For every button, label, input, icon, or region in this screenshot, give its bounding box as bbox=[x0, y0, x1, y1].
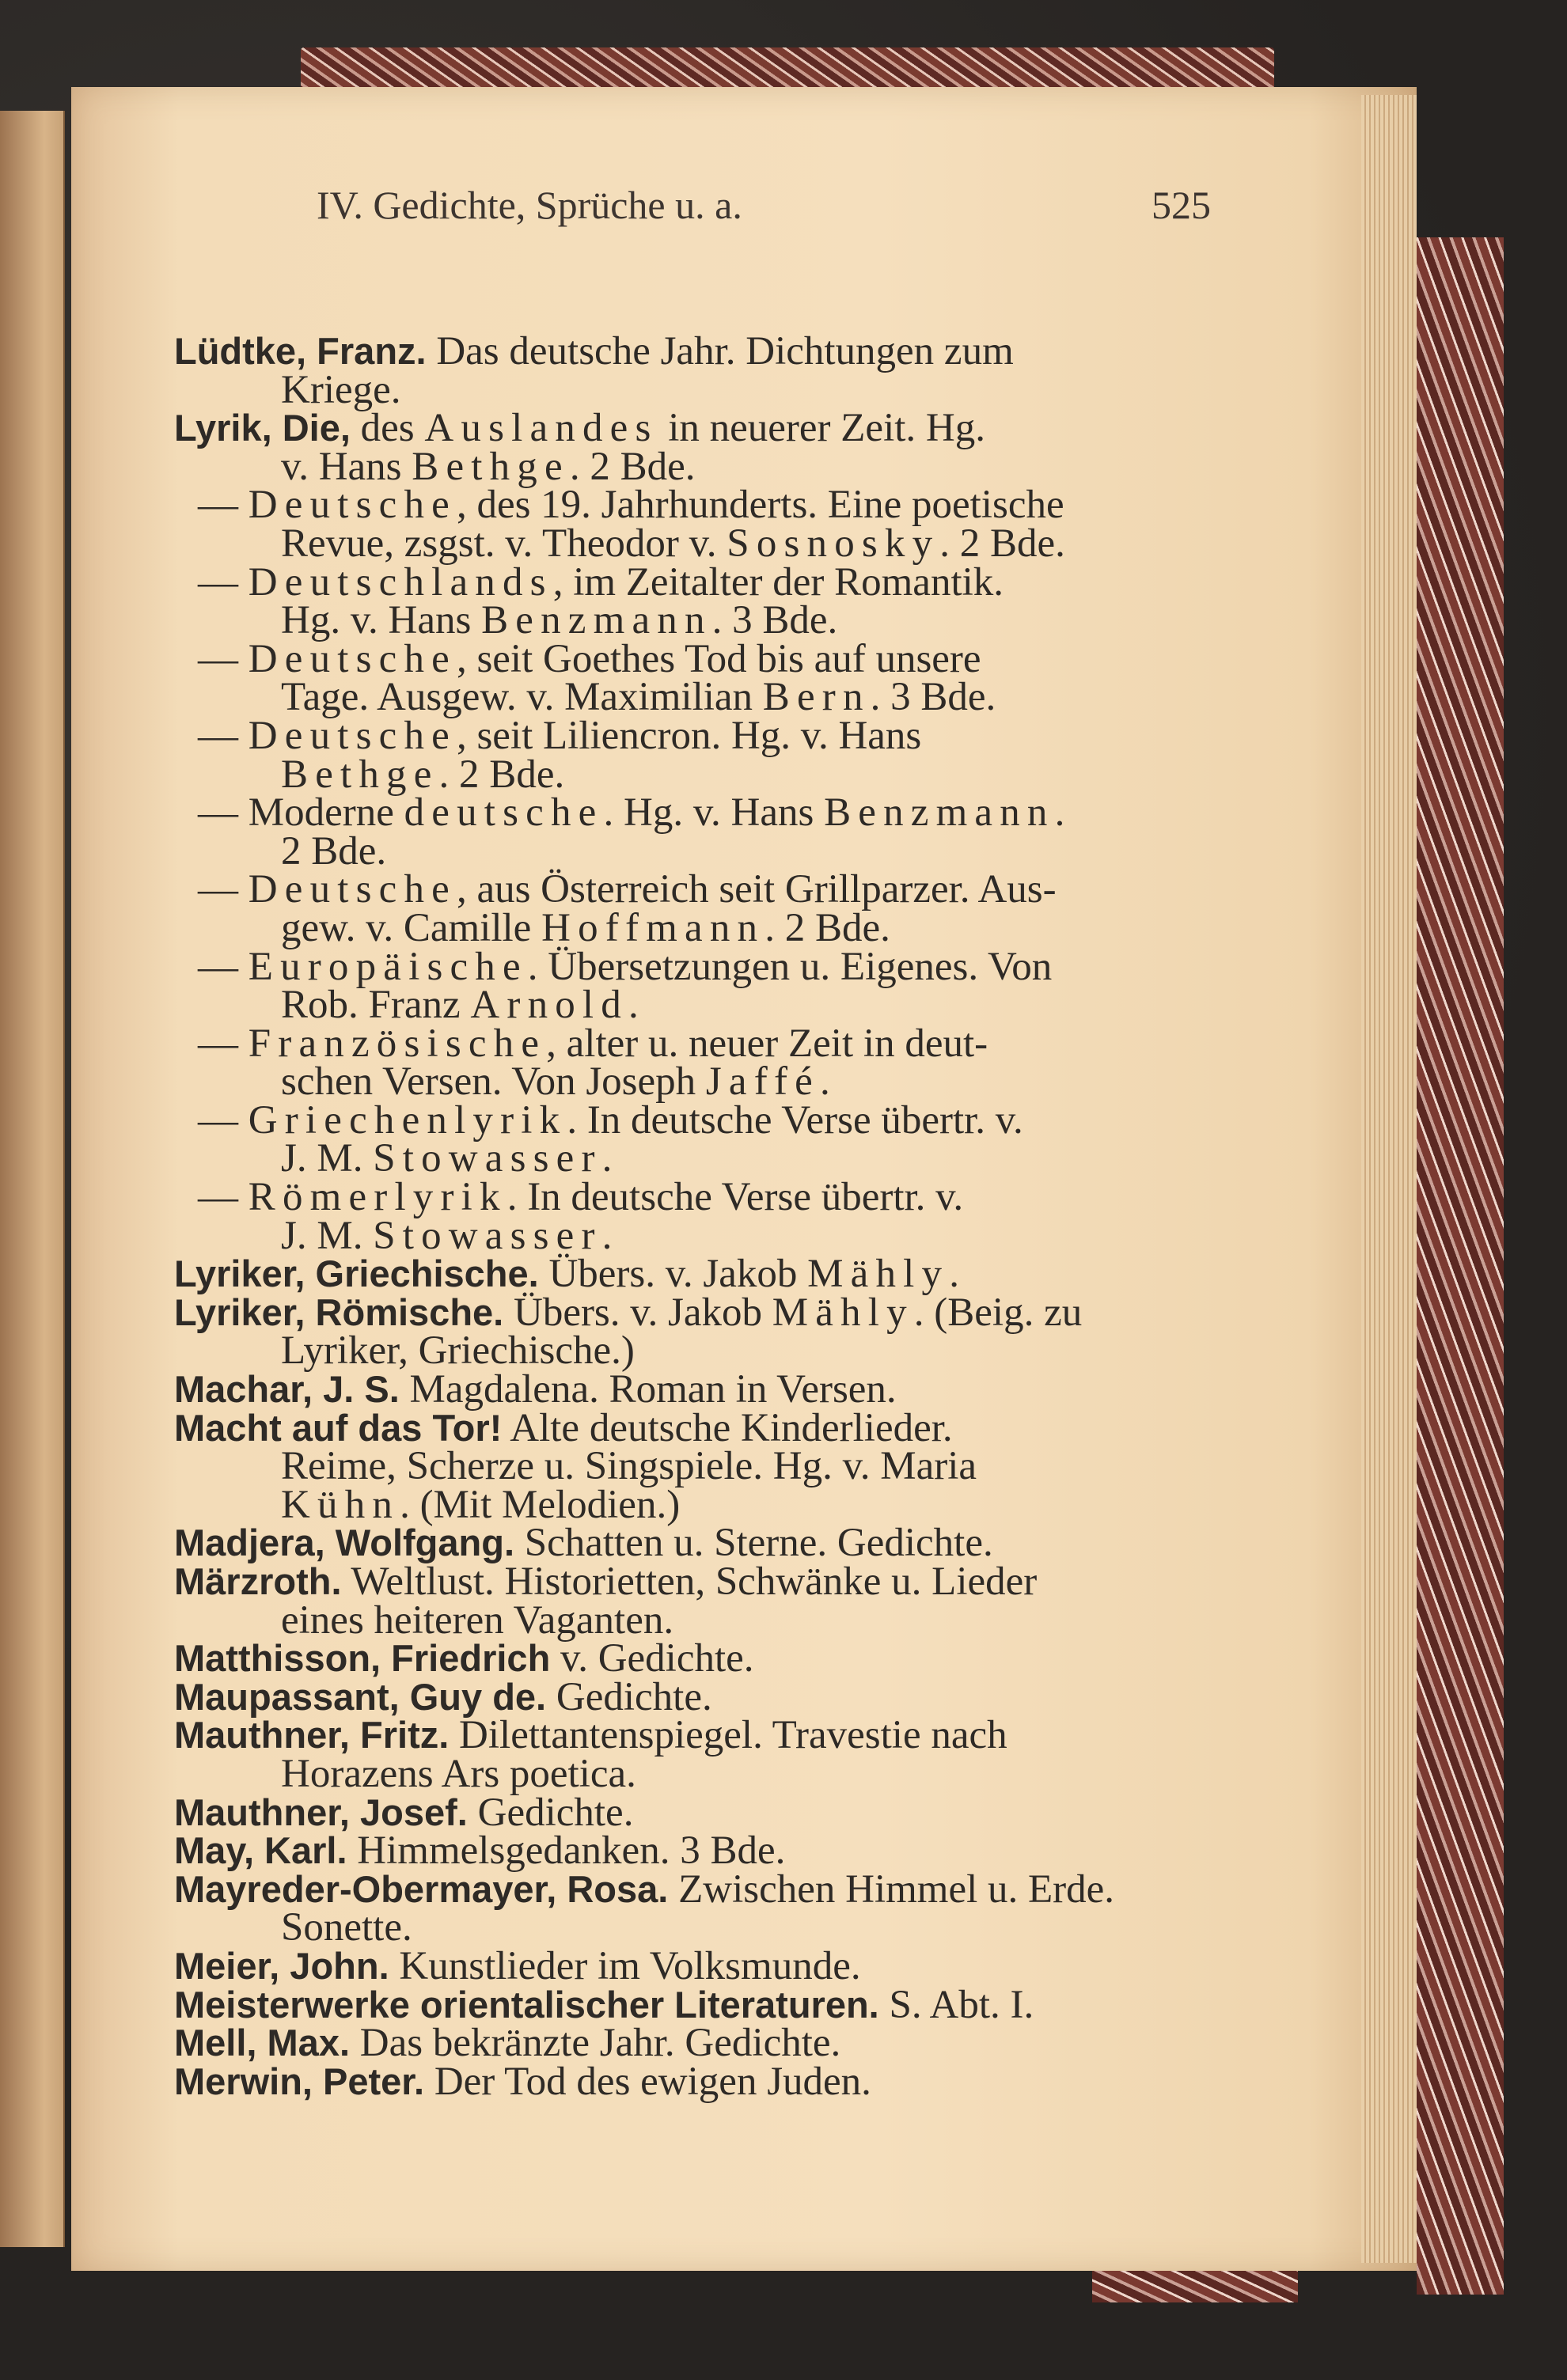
entry-first-line bbox=[174, 1560, 1235, 1604]
bibliography-entry bbox=[174, 1021, 1235, 1105]
entry-text: . (Beig. zu bbox=[913, 1290, 1083, 1335]
spaced-name: Arnold bbox=[470, 983, 628, 1028]
entry-first-line bbox=[174, 1021, 1235, 1066]
entry-text: Schatten u. Sterne. Gedichte. bbox=[514, 1521, 993, 1566]
entry-first-line bbox=[174, 713, 1235, 758]
entry-first-line bbox=[174, 1790, 1235, 1835]
spaced-name: Mähly bbox=[807, 1252, 950, 1297]
entry-text: , seit Liliencron. Hg. v. Hans bbox=[456, 713, 922, 758]
entry-text: J. M. bbox=[281, 1136, 374, 1181]
entry-heading: Macht auf das Tor! bbox=[174, 1406, 503, 1449]
spaced-name: Benzmann bbox=[824, 790, 1055, 836]
bibliography-entry bbox=[174, 2021, 1235, 2066]
bibliography-list bbox=[174, 329, 1235, 2104]
bibliography-entry bbox=[174, 1097, 1235, 1181]
entry-text: in neuerer Zeit. Hg. bbox=[658, 406, 985, 451]
entry-continuation-line bbox=[174, 1444, 1235, 1489]
entry-text: . 2 Bde. bbox=[939, 521, 1065, 566]
entry-text: . Hg. v. Hans bbox=[603, 790, 825, 836]
entry-heading: Mell, Max. bbox=[174, 2022, 351, 2064]
bibliography-entry bbox=[174, 2059, 1235, 2104]
entry-first-line bbox=[174, 1636, 1235, 1681]
entry-text: Weltlust. Historietten, Schwänke u. Lieder bbox=[341, 1560, 1038, 1604]
entry-text: Das deutsche Jahr. Dichtungen zum bbox=[426, 329, 1014, 373]
entry-text: . 2 Bde. bbox=[569, 444, 696, 489]
entry-text: Zwischen Himmel u. Erde. bbox=[668, 1866, 1115, 1912]
page-edges bbox=[1361, 95, 1417, 2263]
entry-first-line bbox=[174, 944, 1235, 989]
entry-text: Gedichte. bbox=[467, 1790, 634, 1835]
bibliography-entry bbox=[174, 1790, 1235, 1835]
entry-continuation-line bbox=[174, 1059, 1235, 1105]
entry-text: Dilettantenspiegel. Travestie nach bbox=[449, 1713, 1007, 1758]
entry-first-line bbox=[174, 1097, 1235, 1143]
entry-text: . Übersetzungen u. Eigenes. Von bbox=[527, 944, 1053, 989]
repeat-dash: — bbox=[198, 944, 249, 989]
entry-continuation-line bbox=[174, 752, 1235, 797]
bibliography-entry bbox=[174, 790, 1235, 874]
entry-text: Moderne bbox=[248, 790, 404, 836]
entry-continuation-line bbox=[174, 1482, 1235, 1527]
spaced-name: Sosnosky bbox=[727, 521, 940, 566]
entry-text: Sonette. bbox=[281, 1905, 412, 1950]
entry-heading: Meisterwerke orientalischer Literaturen. bbox=[174, 1983, 879, 2026]
entry-text: Alte deutsche Kinderlieder. bbox=[502, 1405, 953, 1450]
entry-continuation-line bbox=[174, 905, 1235, 950]
entry-text: , aus Österreich seit Grillparzer. Aus- bbox=[456, 867, 1057, 912]
bibliography-entry bbox=[174, 1367, 1235, 1412]
spaced-name: Römerlyrik bbox=[248, 1175, 507, 1220]
repeat-dash: — bbox=[198, 713, 249, 758]
bibliography-entry bbox=[174, 1713, 1235, 1796]
entry-text: Kriege. bbox=[281, 367, 401, 412]
entry-first-line bbox=[174, 1175, 1235, 1220]
entry-heading: May, Karl. bbox=[174, 1829, 347, 1872]
entry-continuation-line bbox=[174, 1597, 1235, 1643]
entry-first-line bbox=[174, 1367, 1235, 1412]
spaced-name: Hoffmann bbox=[541, 905, 765, 950]
entry-text: v. Hans bbox=[281, 444, 412, 489]
entry-continuation-line bbox=[174, 1136, 1235, 1181]
entry-text: , alter u. neuer Zeit in deut- bbox=[546, 1021, 988, 1066]
entry-text: . bbox=[601, 1213, 613, 1258]
spaced-name: Deutsche bbox=[248, 867, 457, 912]
entry-text: . bbox=[949, 1252, 959, 1297]
repeat-dash: — bbox=[198, 1021, 249, 1066]
entry-first-line bbox=[174, 329, 1235, 373]
bibliography-entry bbox=[174, 329, 1235, 412]
facing-page-edge bbox=[0, 111, 65, 2247]
bibliography-entry bbox=[174, 1866, 1235, 1950]
entry-first-line bbox=[174, 636, 1235, 681]
entry-heading: Mauthner, Fritz. bbox=[174, 1714, 450, 1757]
entry-continuation-line bbox=[174, 828, 1235, 874]
bibliography-entry bbox=[174, 559, 1235, 643]
entry-text: . bbox=[819, 1059, 830, 1105]
bibliography-entry bbox=[174, 1829, 1235, 1874]
entry-first-line bbox=[174, 2059, 1235, 2104]
entry-heading: Matthisson, Friedrich bbox=[174, 1637, 551, 1680]
entry-text: Tage. Ausgew. v. Maximilian bbox=[281, 675, 763, 720]
entry-first-line bbox=[174, 1982, 1235, 2027]
entry-text: , des 19. Jahrhunderts. Eine poetische bbox=[456, 483, 1064, 528]
entry-first-line bbox=[174, 1943, 1235, 1988]
entry-text: gew. v. Camille bbox=[281, 905, 542, 950]
entry-first-line bbox=[174, 2021, 1235, 2066]
entry-text: v. Gedichte. bbox=[550, 1636, 754, 1681]
page-number: 525 bbox=[1152, 183, 1211, 227]
entry-text: . bbox=[601, 1136, 613, 1181]
entry-text: schen Versen. Von Joseph bbox=[281, 1059, 706, 1105]
entry-continuation-line bbox=[174, 598, 1235, 643]
entry-continuation-line bbox=[174, 1751, 1235, 1796]
entry-text: Kunstlieder im Volksmunde. bbox=[389, 1943, 861, 1988]
entry-text: 2 Bde. bbox=[281, 828, 387, 874]
entry-text: S. Abt. I. bbox=[878, 1982, 1034, 2027]
entry-text: Übers. v. Jakob bbox=[503, 1290, 772, 1335]
entry-heading: Mayreder-Obermayer, Rosa. bbox=[174, 1867, 669, 1910]
entry-text: J. M. bbox=[281, 1213, 374, 1258]
entry-text: . In deutsche Verse übertr. v. bbox=[567, 1097, 1023, 1143]
entry-first-line bbox=[174, 1674, 1235, 1719]
spaced-name: deutsche bbox=[404, 790, 604, 836]
entry-heading: Lyriker, Griechische. bbox=[174, 1253, 539, 1295]
entry-continuation-line bbox=[174, 444, 1235, 489]
bibliography-entry bbox=[174, 1636, 1235, 1681]
spaced-name: Deutsche bbox=[248, 713, 457, 758]
spaced-name: Stowasser bbox=[373, 1213, 602, 1258]
spaced-name: Benzmann bbox=[481, 598, 712, 643]
entry-heading: Mauthner, Josef. bbox=[174, 1791, 468, 1833]
entry-heading: Machar, J. S. bbox=[174, 1368, 400, 1411]
bibliography-entry bbox=[174, 1982, 1235, 2027]
spaced-name: Jaffé bbox=[705, 1059, 820, 1105]
entry-text: , seit Goethes Tod bis auf unsere bbox=[456, 636, 981, 681]
entry-first-line bbox=[174, 867, 1235, 912]
bibliography-entry bbox=[174, 406, 1235, 489]
entry-first-line bbox=[174, 483, 1235, 528]
spaced-name: Mähly bbox=[772, 1290, 914, 1335]
repeat-dash: — bbox=[198, 1175, 249, 1220]
entry-first-line bbox=[174, 1252, 1235, 1297]
bibliography-entry bbox=[174, 1560, 1235, 1643]
running-header bbox=[317, 182, 1211, 228]
spaced-name: Bethge bbox=[412, 444, 570, 489]
entry-first-line bbox=[174, 790, 1235, 836]
entry-text: . bbox=[1054, 790, 1065, 836]
bibliography-entry bbox=[174, 1175, 1235, 1258]
entry-text: . 3 Bde. bbox=[870, 675, 996, 720]
entry-text: Reime, Scherze u. Singspiele. Hg. v. Maria bbox=[281, 1444, 977, 1489]
bibliography-entry bbox=[174, 483, 1235, 566]
bibliography-entry bbox=[174, 1252, 1235, 1297]
spaced-name: Deutsche bbox=[248, 483, 457, 528]
spaced-name: Bern bbox=[762, 675, 871, 720]
repeat-dash: — bbox=[198, 559, 249, 604]
entry-heading: Lüdtke, Franz. bbox=[174, 330, 427, 372]
entry-heading: Merwin, Peter. bbox=[174, 2060, 425, 2102]
entry-continuation-line bbox=[174, 1328, 1235, 1374]
spaced-name: Deutsche bbox=[248, 636, 457, 681]
entry-first-line bbox=[174, 1713, 1235, 1758]
entry-first-line bbox=[174, 1829, 1235, 1874]
header-title: IV. Gedichte, Sprüche u. a. bbox=[317, 183, 742, 227]
bibliography-entry bbox=[174, 1405, 1235, 1527]
entry-heading: Lyriker, Römische. bbox=[174, 1290, 504, 1333]
entry-text: Gedichte. bbox=[546, 1674, 712, 1719]
entry-text: , im Zeitalter der Romantik. bbox=[552, 559, 1004, 604]
entry-first-line bbox=[174, 406, 1235, 451]
entry-text: eines heiteren Vaganten. bbox=[281, 1597, 674, 1643]
entry-first-line bbox=[174, 1405, 1235, 1450]
entry-text: . 2 Bde. bbox=[765, 905, 890, 950]
entry-continuation-line bbox=[174, 983, 1235, 1028]
entry-text: . 2 Bde. bbox=[438, 752, 565, 797]
spaced-name: Stowasser bbox=[373, 1136, 602, 1181]
entry-text: Das bekränzte Jahr. Gedichte. bbox=[350, 2021, 841, 2066]
entry-continuation-line bbox=[174, 367, 1235, 412]
entry-text: Magdalena. Roman in Versen. bbox=[399, 1367, 897, 1412]
bibliography-entry bbox=[174, 944, 1235, 1028]
entry-text: Lyriker, Griechische.) bbox=[281, 1328, 635, 1374]
entry-text: Rob. Franz bbox=[281, 983, 471, 1028]
spaced-name: Französische bbox=[248, 1021, 547, 1066]
entry-heading: Madjera, Wolfgang. bbox=[174, 1522, 514, 1564]
entry-heading: Maupassant, Guy de. bbox=[174, 1675, 547, 1718]
repeat-dash: — bbox=[198, 483, 249, 528]
entry-first-line bbox=[174, 1521, 1235, 1566]
repeat-dash: — bbox=[198, 867, 249, 912]
spaced-name: Europäische bbox=[248, 944, 528, 989]
entry-text: Hg. v. Hans bbox=[281, 598, 482, 643]
bibliography-entry bbox=[174, 1521, 1235, 1566]
spaced-name: Griechenlyrik bbox=[248, 1097, 567, 1143]
entry-continuation-line bbox=[174, 521, 1235, 566]
bibliography-entry bbox=[174, 867, 1235, 950]
spaced-name: Deutschlands bbox=[248, 559, 553, 604]
entry-text: . (Mit Melodien.) bbox=[400, 1482, 681, 1527]
spaced-name: Kühn bbox=[281, 1482, 400, 1527]
spaced-name: Bethge bbox=[281, 752, 439, 797]
entry-first-line bbox=[174, 1866, 1235, 1912]
repeat-dash: — bbox=[198, 1097, 249, 1143]
bibliography-entry bbox=[174, 1674, 1235, 1719]
entry-continuation-line bbox=[174, 675, 1235, 720]
entry-first-line bbox=[174, 559, 1235, 604]
entry-text: . 3 Bde. bbox=[711, 598, 838, 643]
entry-text: Übers. v. Jakob bbox=[538, 1252, 808, 1297]
entry-text: Horazens Ars poetica. bbox=[281, 1751, 636, 1796]
entry-text: Himmelsgedanken. 3 Bde. bbox=[347, 1829, 786, 1874]
marbled-endpaper-right bbox=[1417, 237, 1504, 2295]
entry-heading: Meier, John. bbox=[174, 1944, 389, 1987]
entry-first-line bbox=[174, 1290, 1235, 1335]
spaced-name: Auslandes bbox=[424, 406, 658, 451]
entry-continuation-line bbox=[174, 1213, 1235, 1258]
bibliography-entry bbox=[174, 636, 1235, 720]
bibliography-entry bbox=[174, 1943, 1235, 1988]
entry-heading: Märzroth. bbox=[174, 1560, 342, 1602]
entry-text: Revue, zsgst. v. Theodor v. bbox=[281, 521, 727, 566]
entry-heading: Lyrik, Die, bbox=[174, 407, 351, 449]
entry-text: des bbox=[350, 406, 425, 451]
repeat-dash: — bbox=[198, 790, 249, 836]
bibliography-entry bbox=[174, 1290, 1235, 1374]
repeat-dash: — bbox=[198, 636, 249, 681]
entry-text: Der Tod des ewigen Juden. bbox=[424, 2059, 871, 2104]
entry-continuation-line bbox=[174, 1905, 1235, 1950]
bibliography-entry bbox=[174, 713, 1235, 797]
entry-text: . In deutsche Verse übertr. v. bbox=[507, 1175, 964, 1220]
entry-text: . bbox=[628, 983, 639, 1028]
